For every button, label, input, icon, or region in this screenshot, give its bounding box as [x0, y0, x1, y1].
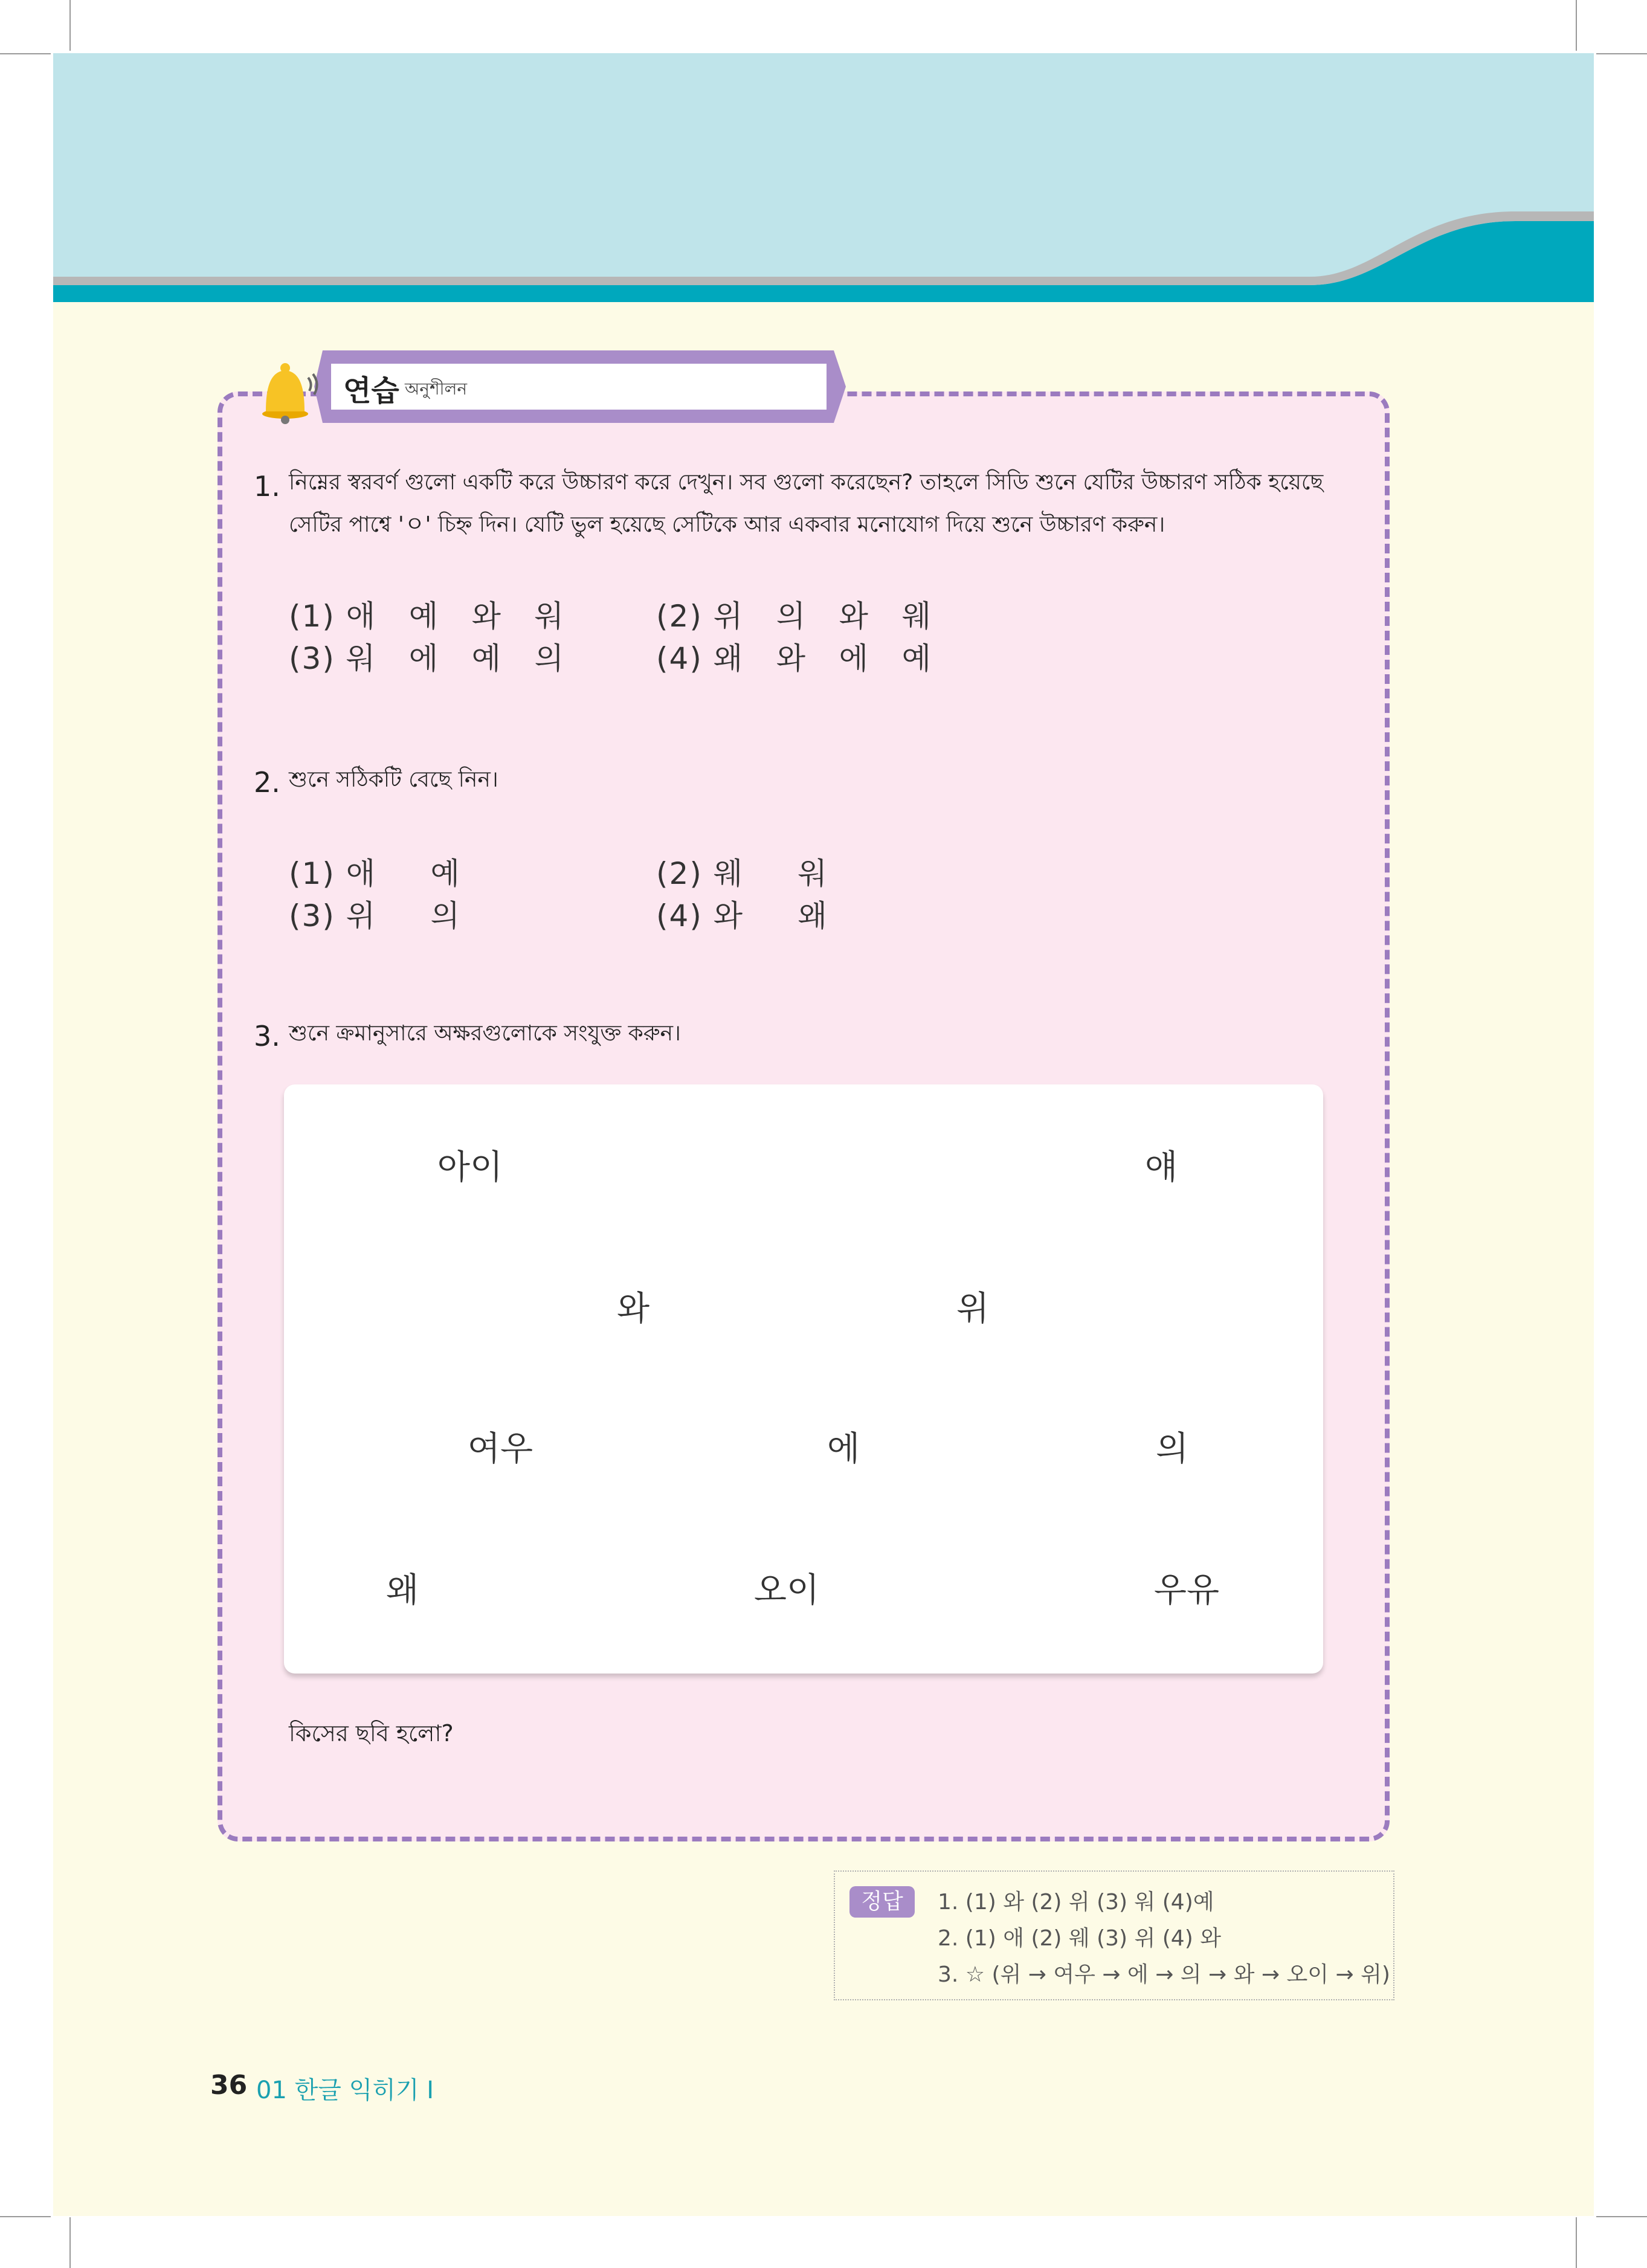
syllable: 에: [827, 1429, 860, 1469]
syllable: 왜: [385, 1571, 419, 1610]
syllable: 아이: [437, 1148, 503, 1187]
q1-option: (1) 애 예 와 워: [289, 599, 565, 634]
q2-option: (3) 위 의: [289, 898, 461, 933]
section-title: 연습: [343, 374, 399, 408]
crop-mark: [1596, 53, 1647, 54]
section-tab: [314, 350, 846, 423]
section-subtitle: অনুশীলন: [405, 379, 468, 399]
crop-mark: [0, 2216, 51, 2217]
crop-mark: [1596, 2216, 1647, 2217]
answer-badge: 정답: [849, 1886, 915, 1918]
q1-number: 1.: [254, 470, 280, 503]
page-number: 36: [210, 2070, 248, 2101]
q3-number: 3.: [254, 1020, 280, 1052]
syllable: 우유: [1153, 1571, 1220, 1610]
q3-question: কিসের ছবি হলো?: [289, 1720, 454, 1747]
crop-mark: [1576, 0, 1577, 51]
q1-option: (2) 위 의 와 웨: [656, 599, 932, 634]
q1-option: (3) 워 에 예 의: [289, 641, 565, 676]
q2-number: 2.: [254, 766, 280, 799]
crop-mark: [69, 2217, 71, 2268]
syllable: 의: [1155, 1429, 1189, 1469]
q1-option: (4) 왜 와 에 예: [656, 641, 932, 676]
bell-icon: [254, 359, 320, 426]
crop-mark: [69, 0, 71, 51]
crop-mark: [0, 53, 51, 54]
q2-option: (4) 와 왜: [656, 898, 828, 933]
q1-instruction-line1: নিম্নের স্বরবর্ণ গুলো একটি করে উচ্চারণ করে দেখুন। সব গুলো করেছেন? তাহলে সিডি শুনে যেটির উচ্চারণ সঠিক হয়েছে: [289, 470, 1324, 495]
chapter-label: 01 한글 익히기 I: [256, 2076, 434, 2104]
q3-instruction: শুনে ক্রমানুসারে অক্ষরগুলোকে সংযুক্ত করুন।: [289, 1021, 681, 1046]
answer-line: 1. (1) 와 (2) 위 (3) 워 (4)예: [938, 1890, 1214, 1915]
q2-option: (1) 애 예: [289, 856, 461, 891]
syllable: 얘: [1144, 1148, 1178, 1187]
q1-instruction-line2: সেটির পাশ্বে 'ㅇ' চিহ্ন দিন। যেটি ভুল হয়েছে সেটিকে আর একবার মনোযোগ দিয়ে শুনে উচ্চারণ করুন।: [289, 512, 1165, 537]
q2-option: (2) 웨 워: [656, 856, 828, 891]
header-wave: [53, 53, 1594, 302]
syllable: 여우: [467, 1429, 533, 1469]
answer-box: [834, 1870, 1394, 2000]
syllable: 위: [956, 1289, 990, 1329]
answer-line: 3. ☆ (위 → 여우 → 에 → 의 → 와 → 오이 → 위): [938, 1962, 1390, 1987]
q2-instruction: শুনে সঠিকটি বেছে নিন।: [289, 767, 498, 792]
crop-mark: [1576, 2217, 1577, 2268]
syllable: 오이: [753, 1571, 820, 1610]
syllable: 와: [616, 1289, 650, 1329]
answer-line: 2. (1) 애 (2) 웨 (3) 위 (4) 와: [938, 1926, 1221, 1951]
